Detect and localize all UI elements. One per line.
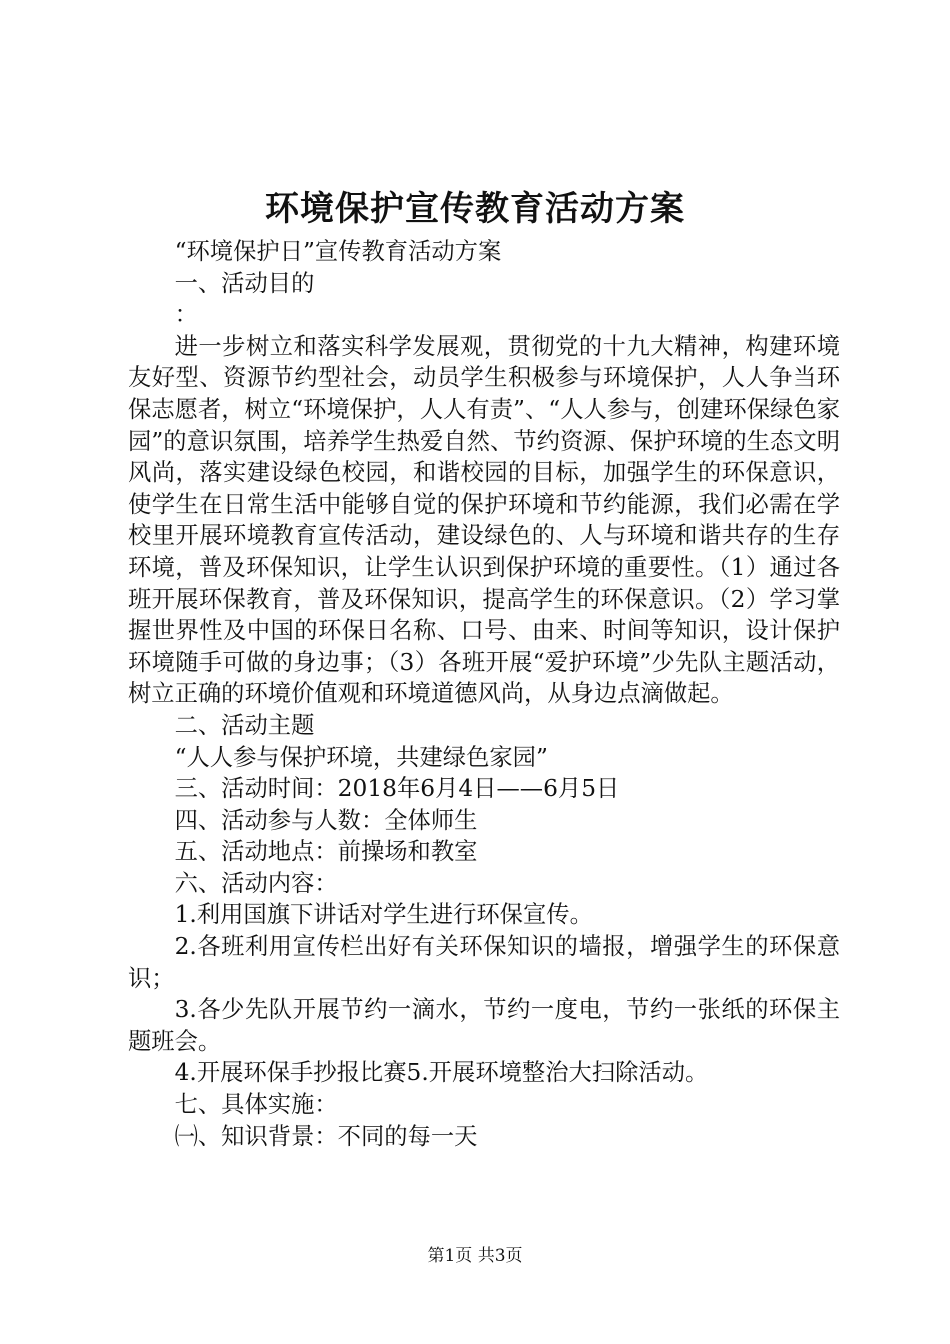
list-item-2: 2.各班利用宣传栏出好有关环保知识的墙报，增强学生的环保意识； (128, 933, 840, 992)
paragraph-colon: ： (174, 301, 198, 329)
section-heading-location: 五、活动地点：前操场和教室 (174, 838, 478, 866)
document-title: 环境保护宣传教育活动方案 (265, 189, 685, 229)
section-heading-time: 三、活动时间：2018年6月4日——6月5日 (174, 775, 620, 803)
list-item-1: 1.利用国旗下讲话对学生进行环保宣传。 (174, 901, 593, 929)
section-heading-participants: 四、活动参与人数：全体师生 (174, 806, 478, 834)
paragraph-subtitle: “环境保护日”宣传教育活动方案 (174, 238, 502, 265)
page-number-footer: 第1页 共3页 (427, 1246, 523, 1266)
section-heading-purpose: 一、活动目的 (174, 269, 315, 297)
list-item-4: 4.开展环保手抄报比赛5.开展环境整治大扫除活动。 (174, 1059, 709, 1087)
document-body (128, 236, 840, 1152)
paragraph-purpose-body: 进一步树立和落实科学发展观，贯彻党的十九大精神，构建环境友好型、资源节约型社会，动员学生积极参与环境保护，人人争当环保志愿者，树立“环境保护，人人有责”、“人人参与，创建环保绿色家园”的意识氛围，培养学生热爱自然、节约资源、保护环境的生态文明风尚，落实建设绿色校园，和谐校园的目标，加强学生的环保意识，使学生在日常生活中能够自觉的保护环境和节约能源，我们必需在学校里开展环境教育宣传活动，建设绿色的、人与环境和谐共存的生存环境，普及环保知识，让学生认识到保护环境的重要性。（1）通过各班开展环保教育，普及环保知识，提高学生的环保意识。（2）学习掌握世界性及中国的环保日名称、口号、由来、时间等知识，设计保护环境随手可做的身边事；（3）各班开展“爱护环境”少先队主题活动，树立正确的环境价值观和环境道德风尚，从身边点滴做起。 (128, 332, 840, 708)
section-heading-implementation: 七、具体实施： (174, 1091, 338, 1119)
section-heading-theme: 二、活动主题 (174, 711, 315, 739)
subsection-heading-background: ㈠、知识背景：不同的每一天 (174, 1122, 478, 1150)
list-item-3: 3.各少先队开展节约一滴水，节约一度电，节约一张纸的环保主题班会。 (128, 996, 840, 1055)
section-heading-content: 六、活动内容： (174, 869, 338, 897)
paragraph-theme: “人人参与保护环境，共建绿色家园” (174, 743, 548, 771)
